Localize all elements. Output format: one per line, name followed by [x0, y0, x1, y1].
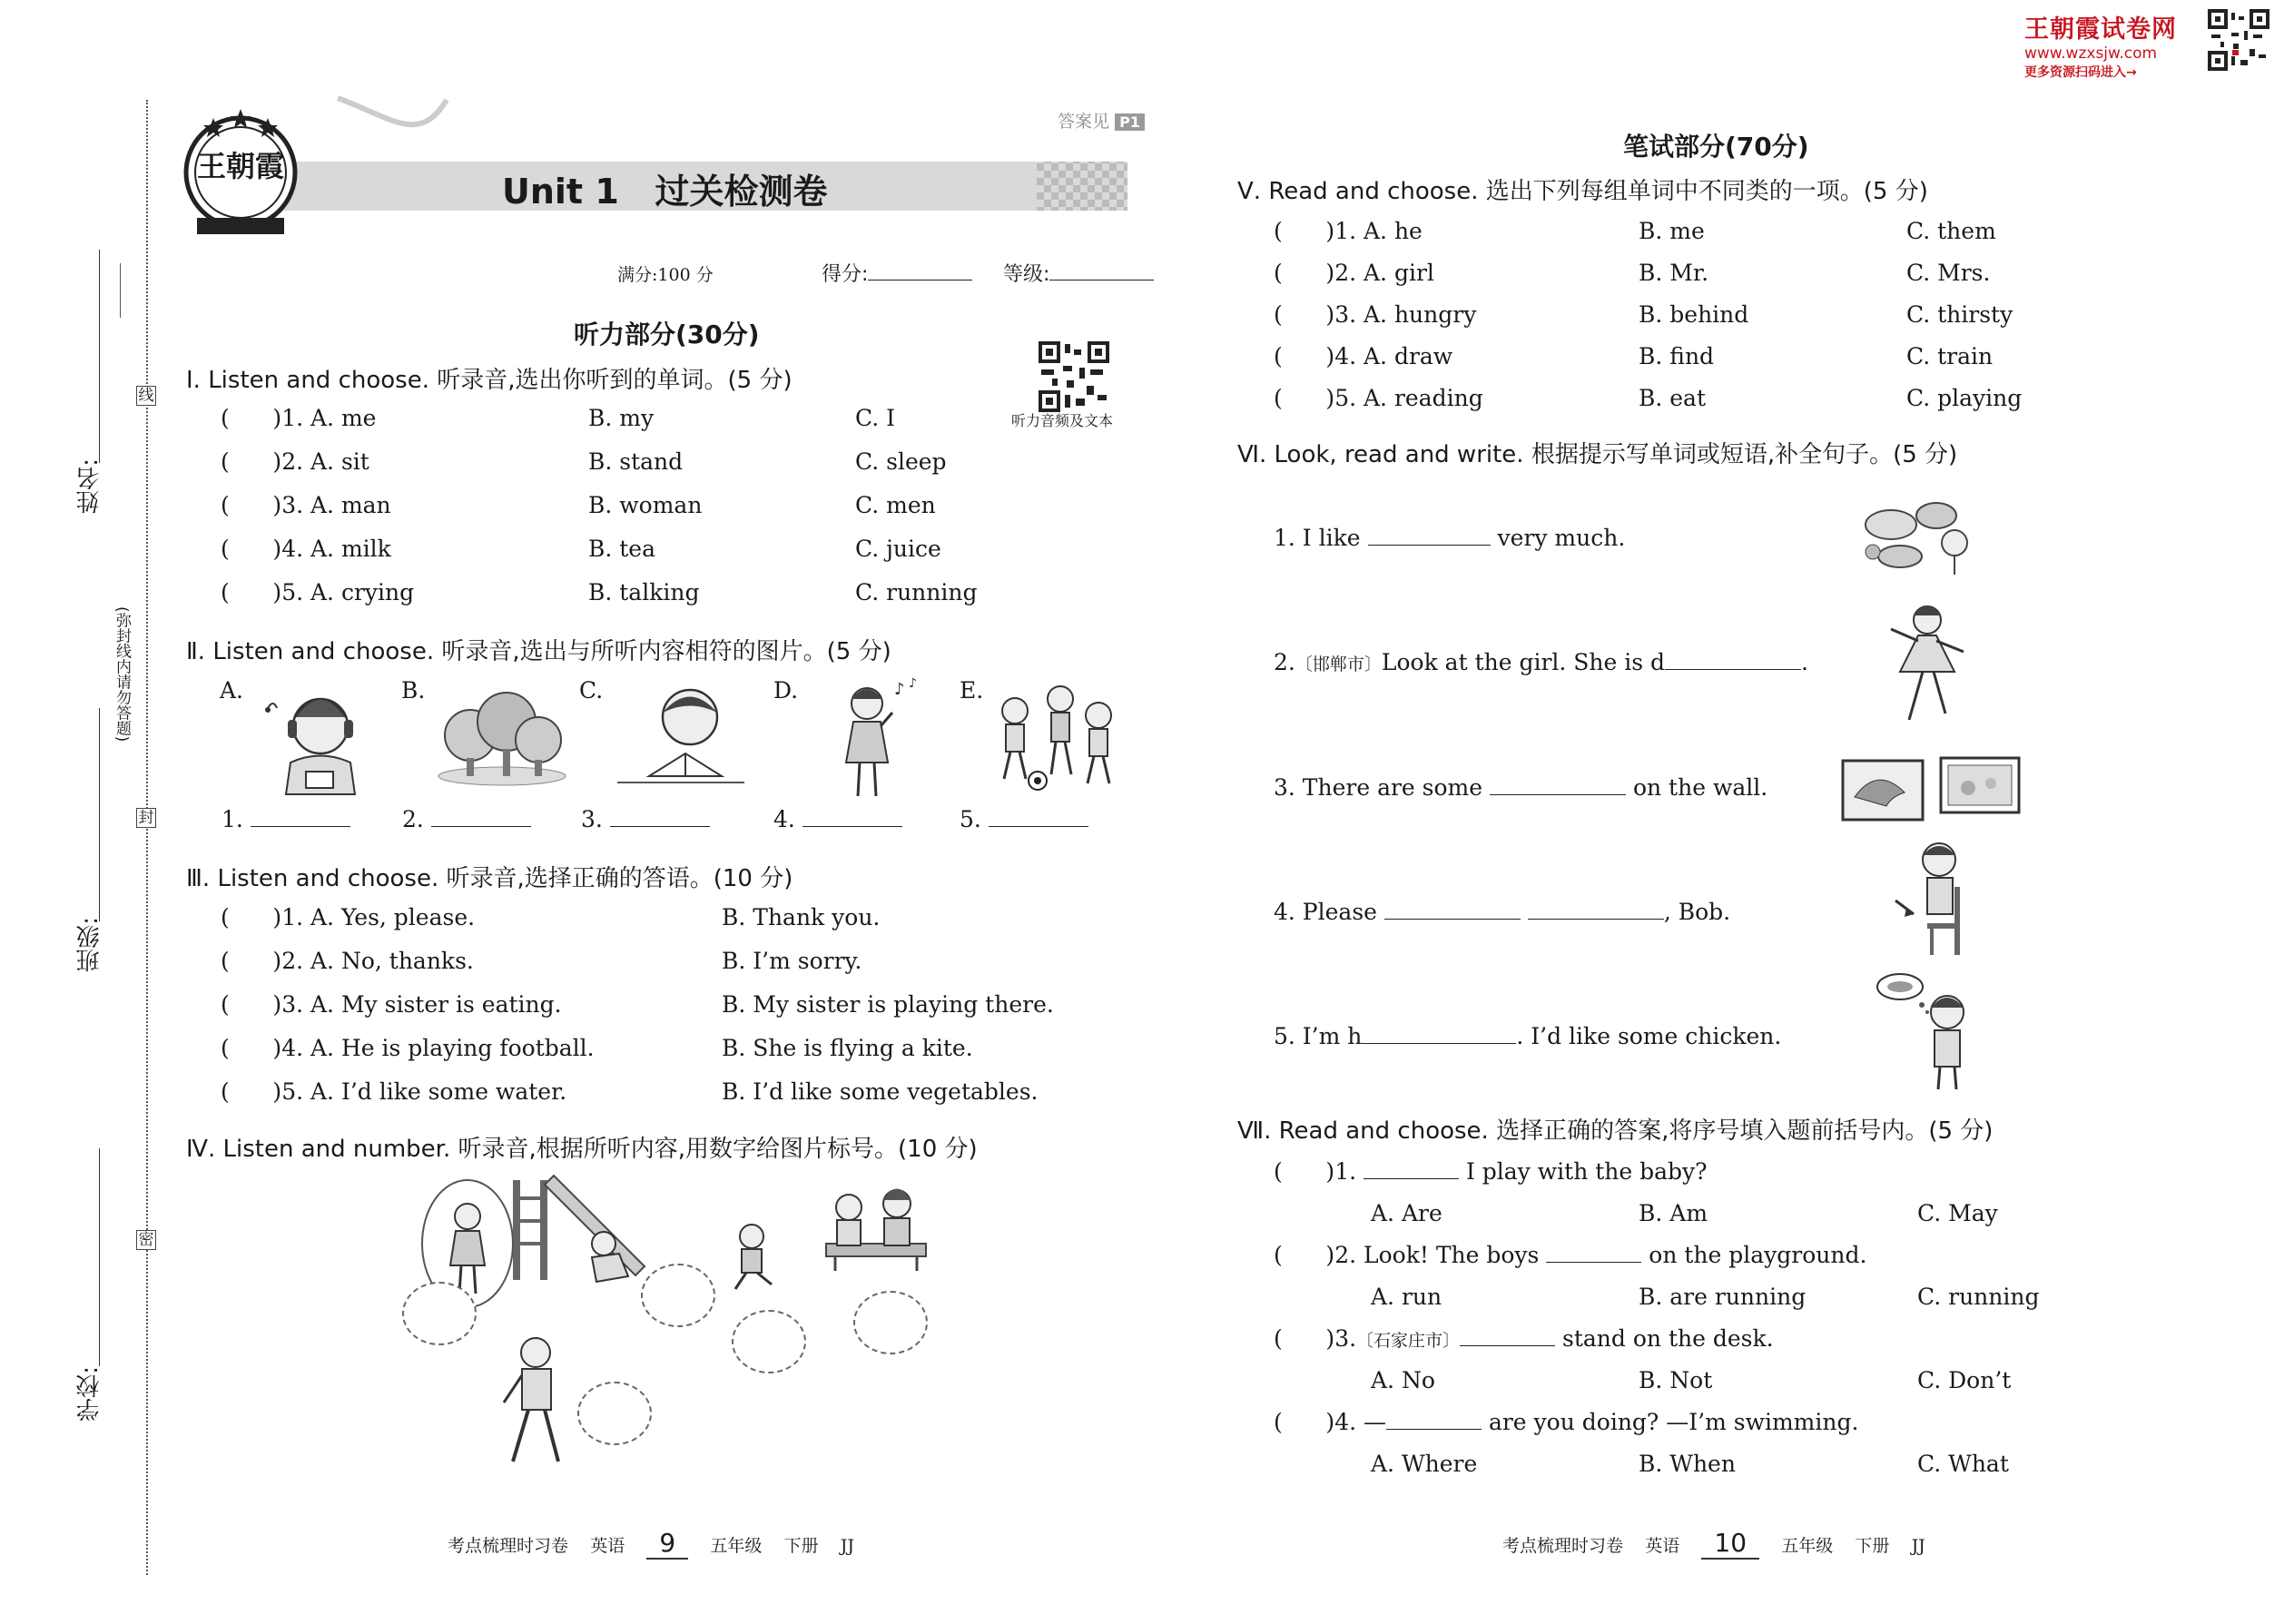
- brand-qr-icon[interactable]: [2208, 9, 2269, 71]
- list-item: ( )5. A. I’d like some water.: [221, 1078, 567, 1105]
- section-4-title: Ⅳ. Listen and number. 听录音,根据所听内容,用数字给图片标号。(10 分): [186, 1136, 978, 1163]
- answer-bracket[interactable]: ( ): [221, 536, 282, 562]
- score-field[interactable]: [822, 259, 972, 287]
- option-c: C. playing: [1906, 385, 2023, 411]
- brand-slogan: 更多资源扫码进入→: [2024, 65, 2137, 80]
- section-2-title: Ⅱ. Listen and choose. 听录音,选出与所听内容相符的图片。(5 分): [186, 638, 891, 665]
- option-b: B. woman: [588, 492, 703, 518]
- binding-line: [146, 100, 148, 1575]
- option-b: B. I’d like some vegetables.: [722, 1078, 1039, 1105]
- option-b: B. Mr.: [1639, 260, 1709, 286]
- picture-letter-c: C.: [579, 677, 604, 704]
- section-1-title: Ⅰ. Listen and choose. 听录音,选出你听到的单词。(5 分): [186, 367, 793, 394]
- option-b: B. my: [588, 405, 655, 431]
- right-footer: 考点梳理时习卷 英语 10 五年级 下册 JJ: [1502, 1528, 1925, 1558]
- option-c: C. May: [1917, 1200, 1998, 1226]
- fill-blank[interactable]: [1368, 525, 1491, 546]
- fill-blank[interactable]: [1665, 649, 1801, 670]
- option-c: C. running: [1917, 1284, 2040, 1310]
- side-name-line: [99, 250, 100, 463]
- svg-text:♪: ♪: [909, 676, 917, 691]
- score-row: [617, 261, 714, 286]
- option-b: B. find: [1639, 343, 1715, 369]
- list-item: ( )2. A. sit: [221, 448, 369, 475]
- answer-bracket[interactable]: ( ): [1274, 1409, 1335, 1435]
- listening-qr-icon[interactable]: [1038, 340, 1110, 413]
- list-item: ( )3.〔石家庄市〕 stand on the desk.: [1274, 1325, 1774, 1352]
- left-footer: 考点梳理时习卷 英语 9 五年级 下册 JJ: [448, 1528, 854, 1558]
- fill-blank: [1364, 1158, 1459, 1179]
- candy-picture: [1855, 488, 1982, 579]
- answer-bracket[interactable]: ( ): [221, 904, 282, 930]
- answer-bracket[interactable]: ( ): [1274, 385, 1335, 411]
- picture-answer-5[interactable]: 5.: [960, 806, 1088, 832]
- option-b: B. are running: [1639, 1284, 1807, 1310]
- option-c: C. running: [855, 579, 978, 605]
- svg-text:♪: ♪: [894, 680, 905, 699]
- fill-sentence-4: 4. Please , Bob.: [1274, 899, 1731, 925]
- brand-logo-text: 王朝霞: [196, 149, 284, 183]
- option-b: B. eat: [1639, 385, 1707, 411]
- answer-ref: [1058, 108, 1145, 133]
- picture-answer-2[interactable]: 2.: [402, 806, 531, 832]
- picture-answer-4[interactable]: 4.: [773, 806, 902, 832]
- section-3-title: Ⅲ. Listen and choose. 听录音,选择正确的答语。(10 分): [186, 865, 793, 892]
- list-item: ( )1. I play with the baby?: [1274, 1158, 1708, 1185]
- number-circle[interactable]: [641, 1264, 715, 1327]
- girl-headphones-picture: [250, 685, 386, 799]
- option-c: C. Mrs.: [1906, 260, 1991, 286]
- binding-mark-seal: 封: [136, 808, 156, 828]
- side-class-label: 班级:: [76, 917, 103, 972]
- option-b: B. behind: [1639, 301, 1749, 328]
- answer-bracket[interactable]: ( ): [221, 405, 282, 431]
- option-b: B. tea: [588, 536, 656, 562]
- option-a: A. run: [1371, 1284, 1442, 1310]
- brand-block: [2024, 9, 2206, 81]
- section-7-title: Ⅶ. Read and choose. 选择正确的答案,将序号填入题前括号内。(5 分): [1237, 1117, 1994, 1145]
- option-b: B. me: [1639, 218, 1705, 244]
- number-circle[interactable]: [853, 1291, 928, 1354]
- picture-answer-1[interactable]: 1.: [222, 806, 350, 832]
- answer-ref-label: 答案见: [1058, 112, 1110, 132]
- list-item: ( )5. A. crying: [221, 579, 415, 605]
- option-c: C. Don’t: [1917, 1367, 2012, 1393]
- answer-bracket[interactable]: ( ): [221, 579, 282, 605]
- grade-label: 等级:: [1003, 263, 1050, 286]
- fill-blank: [1460, 1325, 1555, 1346]
- option-c: C. juice: [855, 536, 941, 562]
- option-c: C. them: [1906, 218, 1996, 244]
- picture-letter-a: A.: [220, 677, 244, 704]
- list-item: ( )3. A. hungry: [1274, 301, 1477, 328]
- page-number: 10: [1701, 1528, 1759, 1560]
- answer-bracket[interactable]: ( ): [1274, 343, 1335, 369]
- qr-caption: 听力音频及文本: [1011, 412, 1114, 429]
- option-c: C. men: [855, 492, 936, 518]
- answer-ref-page: P1: [1115, 113, 1145, 131]
- trees-picture: [434, 685, 570, 790]
- list-item: ( )1. A. he: [1274, 218, 1423, 244]
- answer-bracket[interactable]: ( ): [1274, 1325, 1335, 1352]
- picture-letter-b: B.: [401, 677, 426, 704]
- page-title: Unit 1 过关检测卷: [502, 172, 828, 212]
- hungry-boy-picture: [1875, 967, 1979, 1094]
- option-b: B. My sister is playing there.: [722, 991, 1054, 1018]
- grade-field[interactable]: [1003, 259, 1154, 287]
- fill-sentence-5: 5. I’m h . I’d like some chicken.: [1274, 1023, 1782, 1049]
- list-item: ( )2. Look! The boys on the playground.: [1274, 1242, 1867, 1268]
- boy-sit-down-picture: [1877, 837, 1977, 960]
- answer-bracket[interactable]: ( ): [221, 948, 282, 974]
- list-item: ( )2. A. No, thanks.: [221, 948, 474, 974]
- option-a: A. Are: [1371, 1200, 1442, 1226]
- option-a: A. Where: [1371, 1451, 1478, 1477]
- boy-reading-picture: [613, 681, 749, 794]
- option-c: C. train: [1906, 343, 1994, 369]
- option-a: A. No: [1371, 1367, 1435, 1393]
- list-item: ( )3. A. My sister is eating.: [221, 991, 562, 1018]
- fill-blank[interactable]: [1384, 899, 1521, 920]
- option-c: C. sleep: [855, 448, 947, 475]
- side-seal-note: (弥封线内请勿答题): [113, 606, 131, 743]
- page-number: 9: [646, 1528, 688, 1560]
- girl-singing-picture: [822, 676, 921, 803]
- answer-bracket[interactable]: ( ): [221, 1078, 282, 1105]
- section-6-title: Ⅵ. Look, read and write. 根据提示写单词或短语,补全句子。(5 分): [1237, 441, 1958, 468]
- list-item: ( )4. A. draw: [1274, 343, 1453, 369]
- list-item: ( )4. A. He is playing football.: [221, 1035, 595, 1061]
- option-b: B. She is flying a kite.: [722, 1035, 973, 1061]
- list-item: ( )1. A. Yes, please.: [221, 904, 476, 930]
- list-item: ( )1. A. me: [221, 405, 377, 431]
- fill-blank: [1386, 1409, 1482, 1430]
- list-item: ( )2. A. girl: [1274, 260, 1434, 286]
- picture-letter-e: E.: [960, 677, 984, 704]
- list-item: ( )5. A. reading: [1274, 385, 1483, 411]
- answer-bracket[interactable]: ( ): [1274, 301, 1335, 328]
- full-score: 满分:100 分: [617, 265, 714, 285]
- fill-blank[interactable]: [1362, 1023, 1516, 1044]
- side-school-line: [99, 1148, 100, 1366]
- written-header: 笔试部分(70分): [1623, 132, 1809, 162]
- option-c: C. What: [1917, 1451, 2009, 1477]
- list-item: ( )4. A. milk: [221, 536, 391, 562]
- option-b: B. Not: [1639, 1367, 1713, 1393]
- answer-bracket[interactable]: ( ): [221, 1035, 282, 1061]
- option-b: B. When: [1639, 1451, 1736, 1477]
- side-class-line: [99, 708, 100, 921]
- answer-bracket[interactable]: ( ): [221, 492, 282, 518]
- boys-football-picture: [988, 679, 1133, 797]
- fill-blank[interactable]: [1490, 774, 1626, 795]
- number-circle[interactable]: [732, 1310, 806, 1373]
- side-name-label: 姓名:: [76, 458, 103, 514]
- answer-bracket[interactable]: ( ): [1274, 218, 1335, 244]
- number-circle[interactable]: [402, 1282, 477, 1345]
- option-c: C. thirsty: [1906, 301, 2013, 328]
- answer-bracket[interactable]: ( ): [1274, 260, 1335, 286]
- picture-answer-3[interactable]: 3.: [581, 806, 710, 832]
- list-item: ( )4. — are you doing? —I’m swimming.: [1274, 1409, 1859, 1435]
- number-circle[interactable]: [577, 1382, 652, 1445]
- option-b: B. talking: [588, 579, 700, 605]
- option-b: B. I’m sorry.: [722, 948, 862, 974]
- answer-bracket[interactable]: ( ): [1274, 1158, 1335, 1185]
- answer-bracket[interactable]: ( ): [1274, 1242, 1335, 1268]
- section-5-title: Ⅴ. Read and choose. 选出下列每组单词中不同类的一项。(5 分): [1237, 178, 1928, 205]
- fill-blank[interactable]: [1528, 899, 1664, 920]
- option-b: B. stand: [588, 448, 684, 475]
- option-c: C. I: [855, 405, 896, 431]
- option-b: B. Thank you.: [722, 904, 881, 930]
- binding-mark-line: 线: [136, 386, 156, 406]
- binding-mark-secret: 密: [136, 1230, 156, 1250]
- listening-header: 听力部分(30分): [574, 320, 760, 349]
- answer-bracket[interactable]: ( ): [221, 448, 282, 475]
- option-b: B. Am: [1639, 1200, 1708, 1226]
- fill-blank: [1546, 1242, 1641, 1263]
- brand-name: 王朝霞试卷网: [2024, 15, 2177, 44]
- brand-url[interactable]: www.wzxsjw.com: [2024, 44, 2158, 63]
- answer-bracket[interactable]: ( ): [221, 991, 282, 1018]
- fill-sentence-2: 2.〔邯郸市〕Look at the girl. She is d .: [1274, 649, 1808, 675]
- wall-pictures-picture: [1841, 756, 2023, 824]
- fill-sentence-1: 1. I like very much.: [1274, 525, 1626, 551]
- binding-line-inner: [120, 263, 121, 318]
- picture-letter-d: D.: [773, 677, 799, 704]
- score-label: 得分:: [822, 263, 869, 286]
- side-school-label: 学校:: [76, 1366, 103, 1422]
- girl-dancing-picture: [1877, 597, 1977, 733]
- fill-sentence-3: 3. There are some on the wall.: [1274, 774, 1768, 801]
- list-item: ( )3. A. man: [221, 492, 391, 518]
